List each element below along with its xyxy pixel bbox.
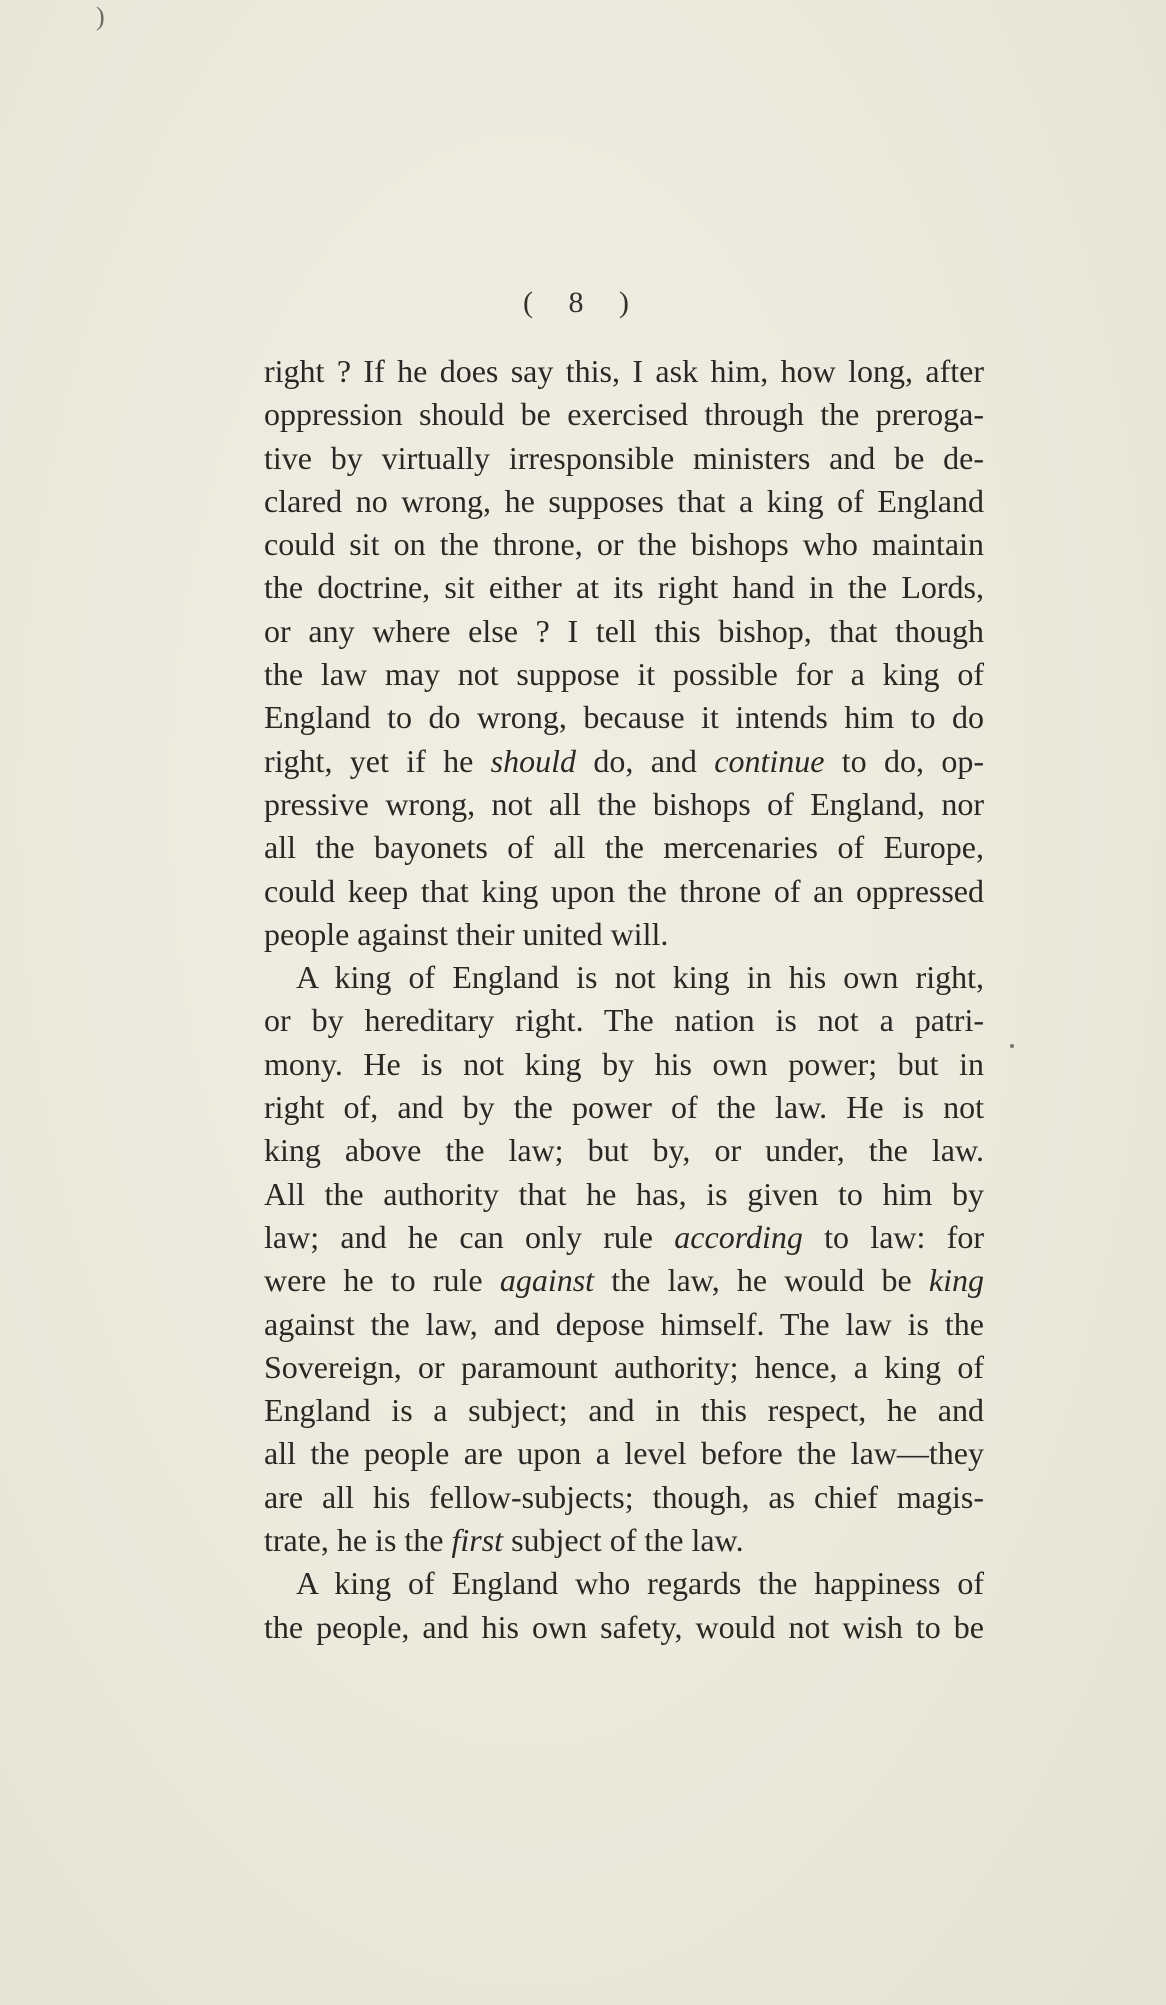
italic-text: according bbox=[674, 1218, 803, 1255]
text-line bbox=[264, 783, 984, 826]
text-run: All the authority that he has, is given to him by bbox=[264, 1175, 984, 1212]
text-line bbox=[264, 566, 984, 609]
text-run: or by hereditary right. The nation is not a patri- bbox=[264, 1002, 984, 1039]
text-line bbox=[264, 956, 984, 999]
text-run: England is a subject; and in this respect, he and bbox=[264, 1392, 984, 1429]
text-line bbox=[264, 1259, 984, 1302]
text-run: were he to rule bbox=[264, 1262, 500, 1299]
text-run: do, and bbox=[576, 742, 715, 779]
text-run: clared no wrong, he supposes that a king of England bbox=[264, 482, 984, 519]
text-run: trate, he is the bbox=[264, 1522, 452, 1559]
page-number: ( 8 ) bbox=[523, 286, 643, 319]
text-run: to law: for bbox=[802, 1218, 985, 1255]
text-run: or any where else ? I tell this bishop, that though bbox=[264, 612, 984, 649]
text-line bbox=[264, 437, 984, 480]
text-line bbox=[264, 1519, 984, 1562]
italic-text: against bbox=[499, 1262, 595, 1299]
text-line bbox=[264, 523, 984, 566]
text-line bbox=[264, 393, 984, 436]
text-run: tive by virtually irresponsible ministers and be de- bbox=[264, 439, 984, 476]
text-run: to do, op- bbox=[824, 742, 984, 779]
text-run: right of, and by the power of the law. He is not bbox=[264, 1089, 984, 1126]
text-line bbox=[264, 1606, 984, 1649]
text-run: subject of the law. bbox=[503, 1522, 744, 1559]
text-run: all the people are upon a level before the law—they bbox=[264, 1435, 984, 1472]
text-line bbox=[264, 870, 984, 913]
text-line bbox=[264, 350, 984, 393]
text-run: Sovereign, or paramount authority; hence, a king of bbox=[264, 1348, 984, 1385]
text-line bbox=[264, 610, 984, 653]
text-line bbox=[264, 1216, 984, 1259]
text-run: oppression should be exercised through the preroga- bbox=[264, 396, 984, 433]
text-run: A king of England who regards the happiness of bbox=[296, 1565, 984, 1602]
italic-text: first bbox=[451, 1522, 504, 1559]
text-line bbox=[264, 826, 984, 869]
text-run: mony. He is not king by his own power; but in bbox=[264, 1045, 984, 1082]
text-run: pressive wrong, not all the bishops of England, nor bbox=[264, 785, 984, 822]
text-run: all the bayonets of all the mercenaries of Europe, bbox=[264, 829, 984, 866]
text-line bbox=[264, 1346, 984, 1389]
text-run: could sit on the throne, or the bishops who maintain bbox=[264, 526, 984, 563]
text-line bbox=[264, 1043, 984, 1086]
italic-text: should bbox=[490, 742, 576, 779]
text-line bbox=[264, 480, 984, 523]
text-run: are all his fellow-subjects; though, as chief magis- bbox=[264, 1478, 984, 1515]
text-run: king above the law; but by, or under, the law. bbox=[264, 1132, 984, 1169]
italic-text: continue bbox=[714, 742, 825, 779]
text-run: right ? If he does say this, I ask him, how long, after bbox=[264, 353, 984, 389]
text-run: right, yet if he bbox=[264, 742, 491, 779]
text-run: the law, he would be bbox=[594, 1262, 929, 1299]
text-line bbox=[264, 653, 984, 696]
text-line bbox=[264, 1562, 984, 1605]
text-line bbox=[264, 1129, 984, 1172]
paragraph-2 bbox=[264, 956, 984, 1562]
text-run: could keep that king upon the throne of an oppressed bbox=[264, 872, 984, 909]
text-line bbox=[264, 1389, 984, 1432]
text-line bbox=[264, 1173, 984, 1216]
stray-ink-mark bbox=[1010, 1044, 1014, 1048]
text-line bbox=[264, 1303, 984, 1346]
text-run: the doctrine, sit either at its right hand in the Lords, bbox=[264, 569, 984, 606]
paragraph-3 bbox=[264, 1562, 984, 1649]
text-run: people against their united will. bbox=[264, 915, 669, 952]
paragraph-1 bbox=[264, 350, 984, 956]
text-run: England to do wrong, because it intends him to do bbox=[264, 699, 984, 736]
text-line bbox=[264, 1476, 984, 1519]
text-line bbox=[264, 1432, 984, 1475]
text-run: the law may not suppose it possible for a king of bbox=[264, 656, 984, 693]
italic-text: king bbox=[928, 1262, 984, 1299]
text-run: law; and he can only rule bbox=[264, 1218, 675, 1255]
corner-mark: ) bbox=[96, 2, 105, 31]
text-run: the people, and his own safety, would not wish to be bbox=[264, 1608, 984, 1645]
text-line bbox=[264, 999, 984, 1042]
text-run: against the law, and depose himself. The law is the bbox=[264, 1305, 984, 1342]
body-text bbox=[264, 350, 984, 1649]
text-line bbox=[264, 1086, 984, 1129]
text-line bbox=[264, 740, 984, 783]
text-line bbox=[264, 696, 984, 739]
text-run: A king of England is not king in his own right, bbox=[296, 959, 984, 996]
text-line bbox=[264, 913, 984, 956]
